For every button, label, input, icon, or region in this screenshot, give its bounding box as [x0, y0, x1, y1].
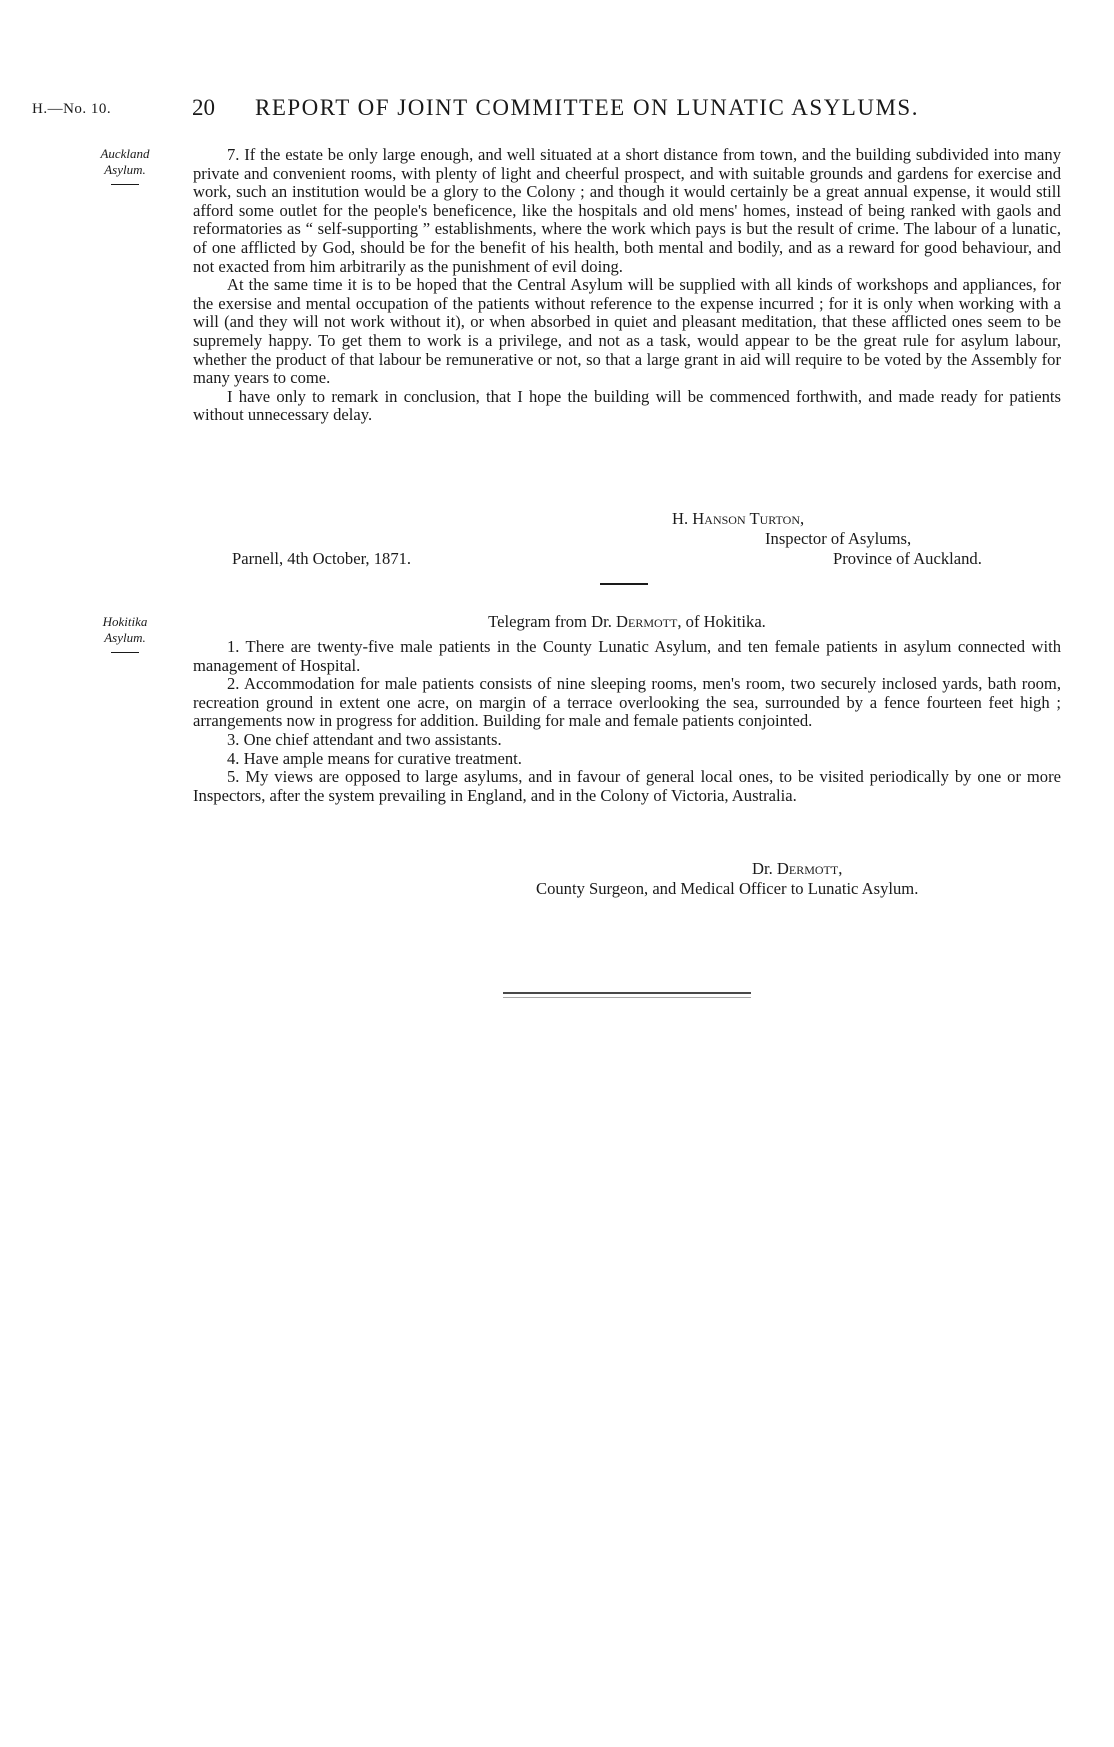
page-number: 20	[192, 95, 215, 120]
hokitika-section	[193, 638, 1061, 805]
telegram-item-3: 3. One chief attendant and two assistants.	[227, 729, 502, 749]
page-header	[32, 95, 1072, 131]
section-divider	[600, 583, 648, 585]
margin-note-line: Asylum.	[104, 630, 146, 645]
telegram-signature-title: County Surgeon, and Medical Officer to Lunatic Asylum.	[536, 879, 919, 898]
margin-dash	[111, 184, 139, 185]
telegram-signature-smallcaps: Dermott,	[776, 859, 843, 878]
document-reference: H.—No. 10.	[32, 101, 112, 117]
telegram-item-1: 1. There are twenty-five male patients in the County Lunatic Asylum, and ten female patients in asylum connected with management of Hospital.	[193, 637, 1061, 675]
margin-note-line: Auckland	[100, 146, 150, 161]
paragraph-9: I have only to remark in conclusion, that I hope the building will be commenced forthwith, and made ready for patients without unnecessary delay.	[193, 386, 1061, 425]
telegram-sender: Dermott,	[616, 612, 682, 631]
margin-note-line: Asylum.	[104, 162, 146, 177]
paragraph-7: 7. If the estate be only large enough, and well situated at a short distance from town, and the building subdivided into many private and convenient rooms, with plenty of light and cheerful prospect, and with suitable grounds and gardens for exercise and work, such an institution would be a glory to the Colony ; and though it would certainly be a great annual expense, it would still afford some outlet for the people's beneficence, like the hospitals and old mens' homes, instead of being ranked with gaols and reformatories as “ self-supporting ” establishments, where the work which pays is but the result of crime. The labour of a lunatic, of one afflicted by God, should be for the benefit of his health, both mental and bodily, and as a reward for good behaviour, and not exacted from him arbitrarily as the punishment of evil doing.	[193, 145, 1061, 276]
margin-note-auckland	[70, 146, 180, 185]
page-title: REPORT OF JOINT COMMITTEE ON LUNATIC ASYLUMS.	[255, 95, 919, 120]
signature-place: Province of Auckland.	[833, 549, 982, 568]
telegram-item-5: 5. My views are opposed to large asylums, and in favour of general local ones, to be visited periodically by one or more Inspectors, after the system prevailing in England, and in the Colony of Victoria, Australia.	[193, 767, 1061, 805]
telegram-heading: Telegram from Dr. Dermott, of Hokitika.	[488, 612, 766, 631]
telegram-signature-name: Dr. Dermott,	[752, 859, 843, 878]
margin-note-line: Hokitika	[102, 614, 148, 629]
signature-name-smallcaps: Hanson Turton,	[692, 509, 805, 528]
margin-dash	[111, 652, 139, 653]
signature-title: Inspector of Asylums,	[765, 529, 912, 548]
telegram-item-2: 2. Accommodation for male patients consists of nine sleeping rooms, men's room, two securely inclosed yards, bath room, recreation ground in extent one acre, on margin of a terrace overlooking the sea, surrounded by a fence fourteen feet high ; arrangements now in progress for addition. Building for male and female patients conjointed.	[193, 674, 1061, 731]
dateline: Parnell, 4th October, 1871.	[232, 549, 412, 568]
telegram-item-4: 4. Have ample means for curative treatment.	[227, 748, 522, 768]
margin-note-hokitika	[70, 614, 180, 653]
end-rule	[503, 992, 751, 994]
paragraph-8: At the same time it is to be hoped that the Central Asylum will be supplied with all kinds of workshops and appliances, for the exersise and mental occupation of the patients without reference to the expense incurred ; for it is only when working with a will (and they will not work without it), or when absorbed in quiet and pleasant meditation, that these afflicted ones seem to be supremely happy. To get them to work is a privilege, and not as a task, would appear to be the great rule for asylum labour, whether the product of that labour be remunerative or not, so that a large grant in aid will require to be voted by the Assembly for many years to come.	[193, 275, 1061, 388]
auckland-section	[193, 146, 1061, 425]
signature-name: H. Hanson Turton,	[672, 509, 805, 528]
